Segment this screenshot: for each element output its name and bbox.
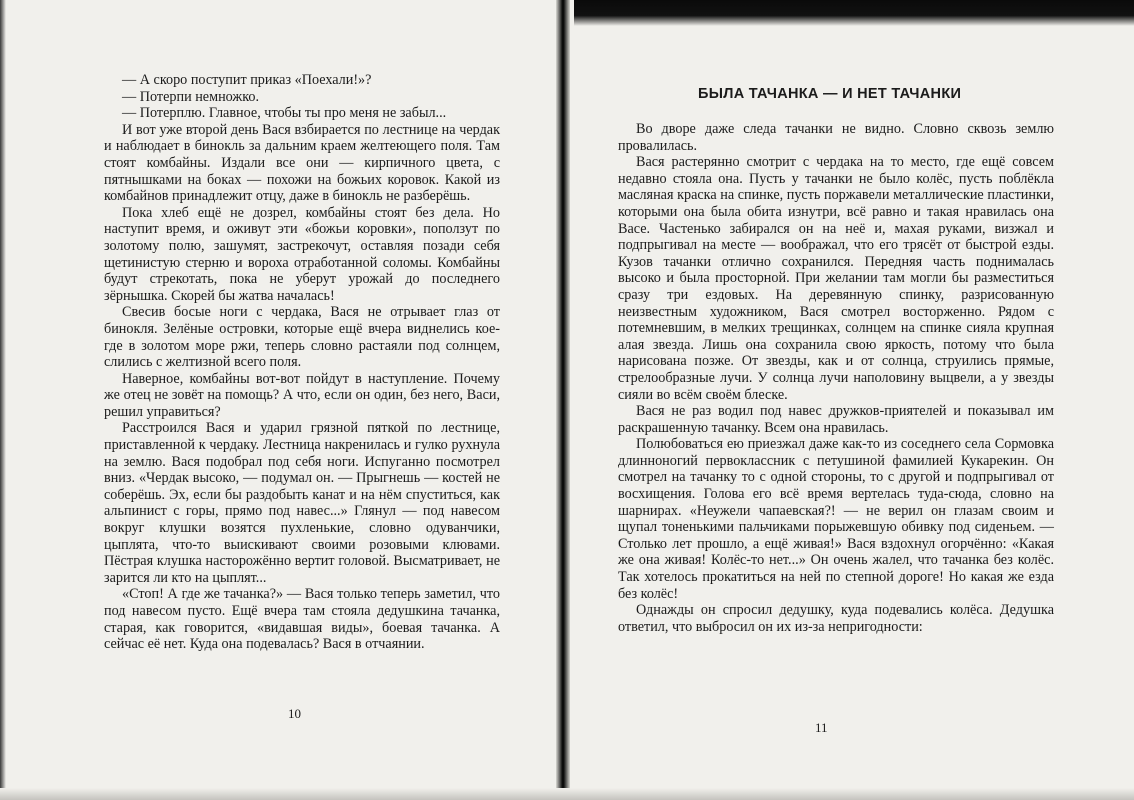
paragraph: И вот уже второй день Вася взбирается по лестнице на чердак и наблюдает в бинокль за дальним краем желтеющего поля. Там стоят комбайны. Издали все они — кирпичного цвета, с пятнышками на боках — похожи на божьих коровок. Какой из комбайнов принадлежит отцу, даже в бинокль не разберёшь. [104, 121, 500, 205]
page-number: 11 [815, 720, 828, 735]
page-bottom-edge [0, 788, 1134, 800]
paragraph: — Потерпи немножко. [122, 88, 260, 105]
chapter-heading: БЫЛА ТАЧАНКА — И НЕТ ТАЧАНКИ [698, 86, 962, 102]
left-page [0, 0, 561, 800]
page-edge-shadow [0, 0, 6, 800]
left-page-text [104, 72, 500, 653]
paragraph: «Стоп! А где же тачанка?» — Вася только теперь заметил, что под навесом пусто. Ещё вчера там стояла дедушкина тачанка, старая, как говорится, «видавшая виды», боевая тачанка. А сейчас её нет. Куда она подевалась? Вася в отчаянии. [104, 586, 500, 653]
paragraph: Вася не раз водил под навес дружков-приятелей и показывал им раскрашенную тачанку. Всем она нравилась. [618, 403, 1054, 436]
paragraph: Полюбоваться ею приезжал даже как-то из соседнего села Сормовка длинноногий первоклассник с петушиной фамилией Кукарекин. Он смотрел на тачанку то с одной стороны, то с другой и подпрыгивал от восхищения. Голова его всё время вертелась туда-сюда, словно на шарнирах. «Неужели чапаевская?! — не верил он глазам своим и щупал тоненькими пальчиками порыжевшую обивку под сиденьем. — Столько лет прошло, а ещё живая!» Вася вздохнул огорчённо: «Какая же она живая! Колёс-то нет...» Он очень жалел, что тачанка без колёс. Так хотелось прокатиться на ней по степной дороге! Но какая же езда без колёс! [618, 436, 1054, 602]
paragraph: — Потерплю. Главное, чтобы ты про меня не забыл... [122, 105, 447, 122]
paragraph: Свесив босые ноги с чердака, Вася не отрывает глаз от бинокля. Зелёные островки, которые ещё вчера виднелись кое-где в золотом море ржи, теперь словно растаяли под солнцем, слились с желтизной всего поля. [104, 304, 500, 371]
book-gutter [556, 0, 570, 800]
right-page [562, 0, 1134, 800]
scan-shadow [574, 0, 1134, 26]
right-page-text [618, 121, 1054, 635]
paragraph: — А скоро поступит приказ «Поехали!»? [122, 72, 372, 88]
paragraph: Расстроился Вася и ударил грязной пяткой по лестнице, приставленной к чердаку. Лестница накренилась и гулко рухнула на землю. Вася подобрал под себя ноги. Испуганно посмотрел вниз. «Чердак высоко, — подумал он. — Прыгнешь — костей не соберёшь. Эх, если бы раздобыть канат и на нём спуститься, как альпинист с горы, прямо под навес...» Глянул — под навесом вокруг клушки возятся пухленькие, словно одуванчики, цыплята, что-то выискивают своими розовыми клювами. Пёстрая клушка насторожённо вертит головой. Высматривает, не зарится ли кто на цыплят... [104, 420, 500, 586]
paragraph: Во дворе даже следа тачанки не видно. Словно сквозь землю провалилась. [618, 121, 1054, 154]
paragraph: Наверное, комбайны вот-вот пойдут в наступление. Почему же отец не зовёт на помощь? А что, если он один, без него, Васи, решил управиться? [104, 370, 500, 420]
paragraph: Однажды он спросил дедушку, куда подевались колёса. Дедушка ответил, что выбросил он их из-за непригодности: [618, 602, 1054, 635]
paragraph: Пока хлеб ещё не дозрел, комбайны стоят без дела. Но наступит время, и оживут эти «божьи коровки», поползут по золотому полю, зашумят, застрекочут, оставляя позади себя щетинистую стерню и вороха отработанной соломы. Комбайны будут стрекотать, пока не уберут урожай до последнего зёрнышка. Скорей бы жатва началась! [104, 204, 500, 304]
page-number: 10 [288, 706, 301, 721]
paragraph: Вася растерянно смотрит с чердака на то место, где ещё совсем недавно стояла она. Пусть у тачанки не было колёс, пусть поблёкла масляная краска на спинке, пусть поржавели металлические пластинки, которыми она была обита изнутри, всё равно и такая нравилась она Васе. Частенько забирался он на неё и, махая руками, визжал и подпрыгивал на месте — воображал, что его трясёт от быстрой езды. Кузов тачанки отлично сохранился. Передняя часть поднималась высоко и была просторной. При желании там могли бы разместиться сразу три ездовых. На деревянную спинку, разрисованную неизвестным художником, Вася смотрел восторженно. Рядом с потемневшим, в мелких трещинках, солнцем на спинке сияла крупная алая звезда. Лишь она сохранила свою яркость, потому что была нарисована позже. От звезды, как и от солнца, струились прямые, стрелообразные лучи. У солнца лучи наполовину выцвели, а у звезды сияли во всём своём блеске. [618, 154, 1054, 403]
